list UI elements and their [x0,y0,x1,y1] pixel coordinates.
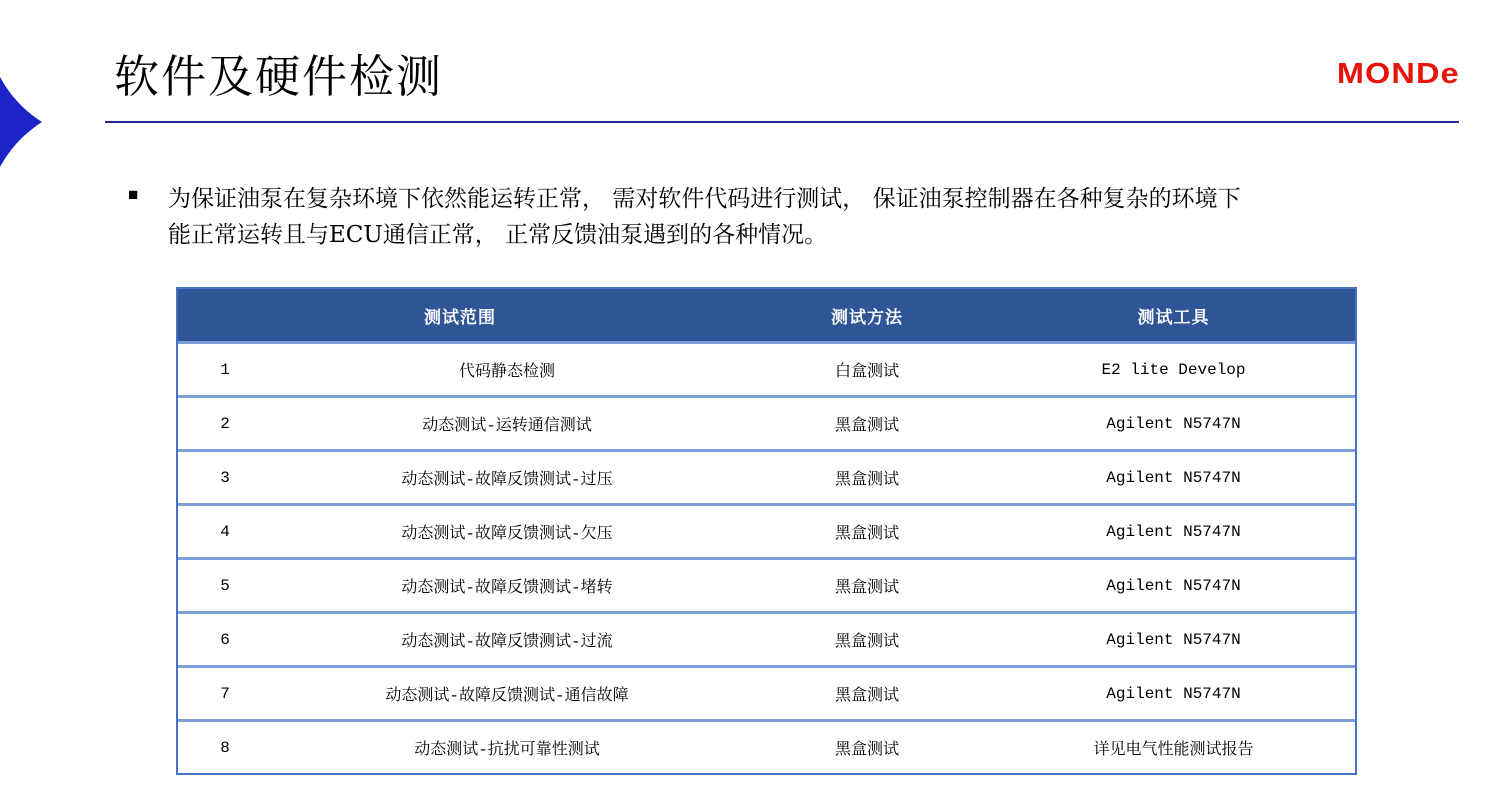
column-header-tool: 测试工具 [1137,307,1210,327]
cell-test-tool: Agilent N5747N [1106,522,1241,541]
cell-row-number: 3 [220,468,230,487]
test-table-header-row [178,289,1355,341]
intro-line-2: 能正常运转且与ECU通信正常， 正常反馈油泵遇到的各种情况。 [168,222,828,248]
table-row [178,557,1355,611]
cell-row-number: 2 [220,414,230,433]
cell-test-scope: 动态测试-故障反馈测试-堵转 [401,579,613,597]
cell-test-method: 黑盒测试 [834,579,899,597]
column-header-scope: 测试范围 [424,307,496,327]
cell-test-scope: 动态测试-故障反馈测试-过压 [401,471,613,489]
accent-arrow-icon [0,77,42,167]
test-table [176,287,1357,775]
cell-test-method: 白盒测试 [834,363,899,381]
cell-row-number: 6 [220,630,230,649]
cell-test-scope: 代码静态检测 [458,363,555,381]
cell-test-tool: Agilent N5747N [1106,414,1241,433]
title-divider [105,121,1459,123]
table-row [178,719,1355,773]
cell-test-tool: E2 lite Develop [1101,360,1246,379]
cell-test-method: 黑盒测试 [834,417,899,435]
cell-test-scope: 动态测试-运转通信测试 [422,417,592,435]
cell-test-tool: Agilent N5747N [1106,576,1241,595]
table-row [178,503,1355,557]
page-title: 软件及硬件检测 [114,51,444,102]
cell-row-number: 8 [220,738,230,757]
intro-line-1: 为保证油泵在复杂环境下依然能运转正常， 需对软件代码进行测试， 保证油泵控制器在各种复杂的环境下 [168,186,1241,212]
cell-row-number: 1 [220,360,230,379]
cell-test-method: 黑盒测试 [834,687,899,705]
cell-row-number: 4 [220,522,230,541]
cell-test-method: 黑盒测试 [834,741,899,759]
table-row [178,611,1355,665]
cell-test-tool: 详见电气性能测试报告 [1093,741,1254,759]
bullet-square-icon: ■ [128,185,139,204]
table-row [178,341,1355,395]
cell-test-scope: 动态测试-故障反馈测试-通信故障 [385,687,629,705]
brand-logo: MONDe [1337,58,1460,90]
cell-test-method: 黑盒测试 [834,471,899,489]
cell-test-tool: Agilent N5747N [1106,468,1241,487]
cell-row-number: 7 [220,684,230,703]
cell-test-method: 黑盒测试 [834,525,899,543]
column-header-method: 测试方法 [831,307,903,327]
table-row [178,665,1355,719]
table-row [178,449,1355,503]
cell-test-scope: 动态测试-抗扰可靠性测试 [414,741,600,759]
cell-test-tool: Agilent N5747N [1106,630,1241,649]
cell-test-tool: Agilent N5747N [1106,684,1241,703]
cell-test-method: 黑盒测试 [834,633,899,651]
cell-test-scope: 动态测试-故障反馈测试-过流 [401,633,613,651]
cell-row-number: 5 [220,576,230,595]
cell-test-scope: 动态测试-故障反馈测试-欠压 [401,525,613,543]
intro-paragraph [168,181,1241,253]
table-row [178,395,1355,449]
test-table-body [178,341,1355,773]
